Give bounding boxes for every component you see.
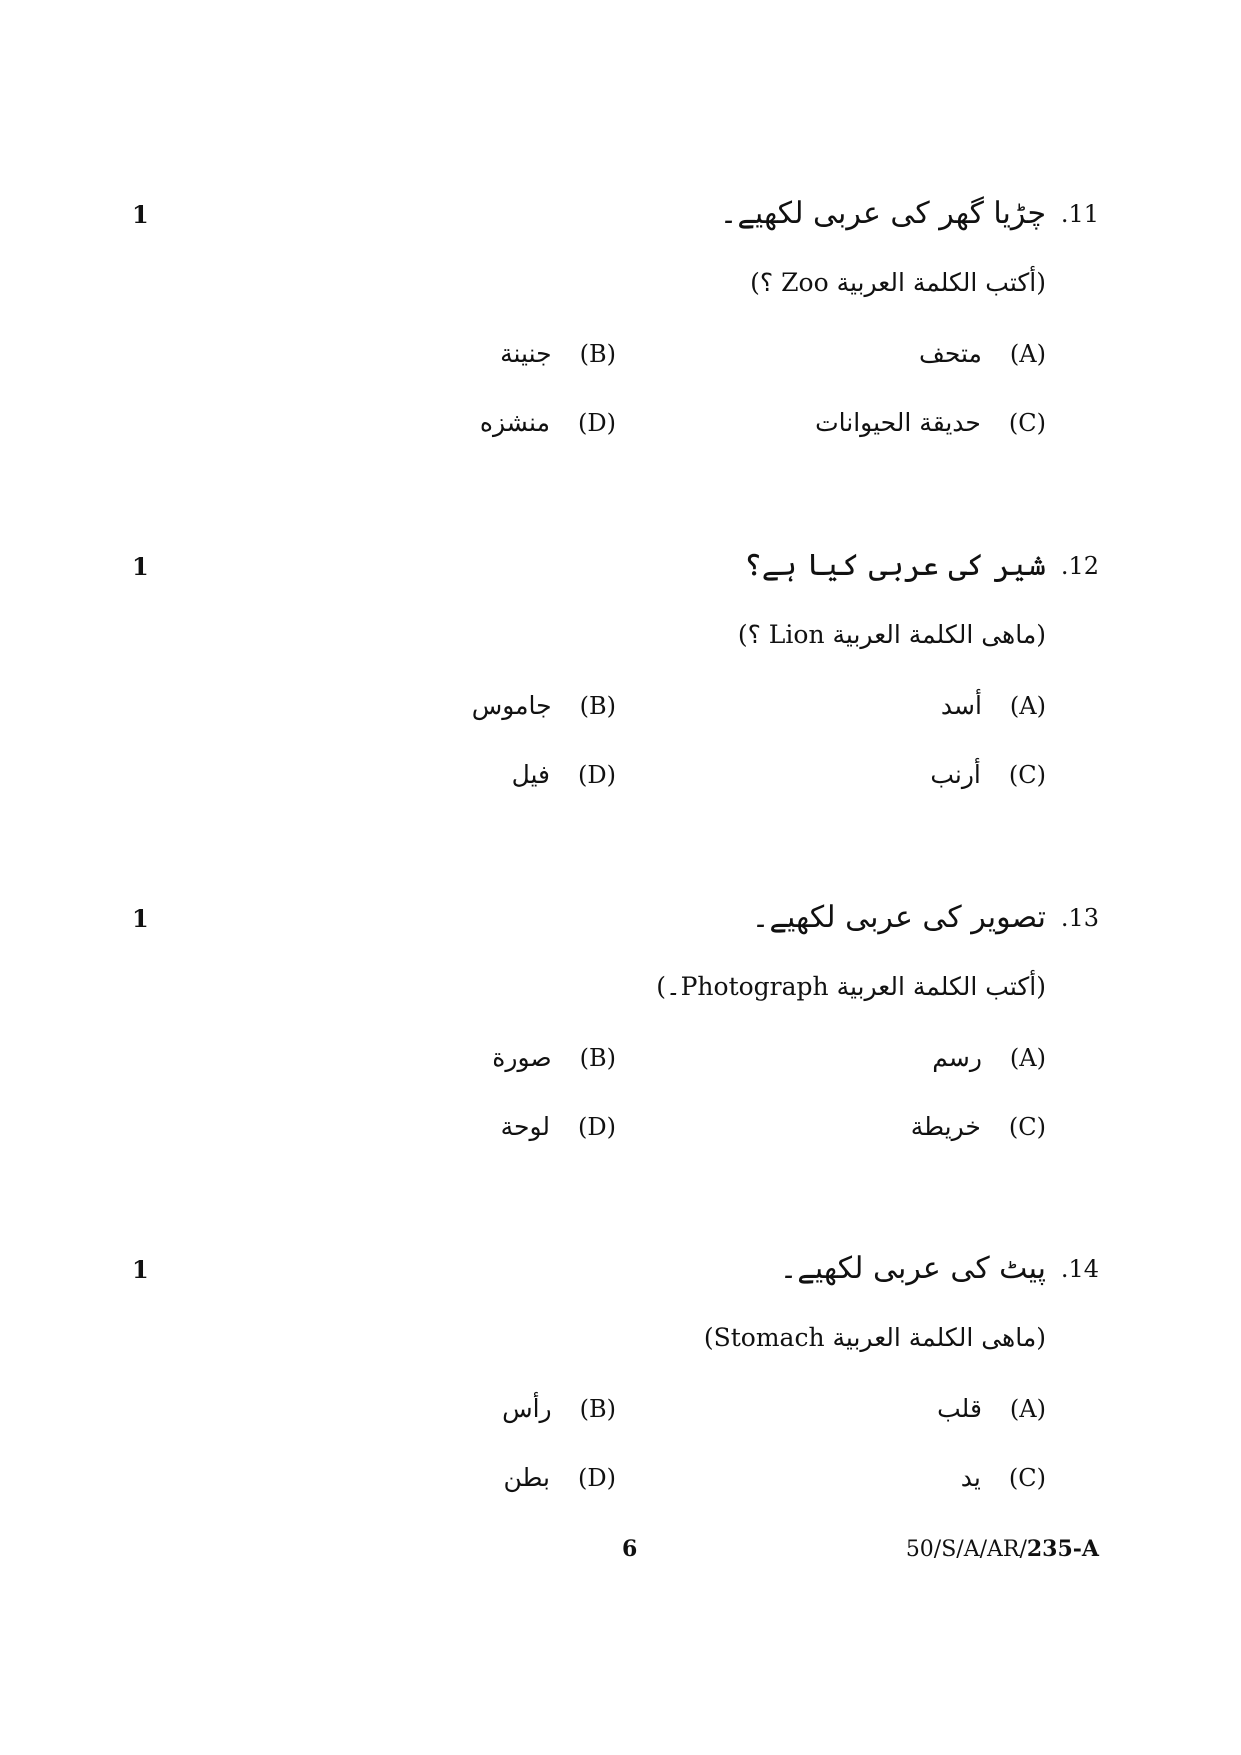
- option-label: (B): [579, 1044, 616, 1072]
- option-c: [961, 1463, 1046, 1492]
- option-label: (A): [1009, 1044, 1046, 1072]
- option-d: [501, 1112, 616, 1141]
- option-label: (A): [1009, 692, 1046, 720]
- option-label: (D): [578, 1113, 616, 1141]
- option-text: رسم: [932, 1043, 982, 1072]
- option-c: [911, 1112, 1046, 1141]
- question-arabic-text: (أكتب الكلمة العربية Photograph۔): [656, 972, 1046, 1001]
- option-text: متحف: [918, 339, 982, 368]
- question-arabic-text: (أكتب الكلمة العربية Zoo ؟): [750, 268, 1046, 297]
- option-d: [504, 1463, 617, 1492]
- question-number: .12: [1060, 552, 1099, 580]
- option-text: يد: [960, 1463, 981, 1492]
- option-label: (D): [578, 761, 616, 789]
- option-a: [932, 1043, 1046, 1072]
- paper-code-suffix: 235-A: [1026, 1536, 1099, 1562]
- question-number: .13: [1060, 904, 1099, 932]
- question-number: .11: [1060, 200, 1099, 228]
- question-urdu-text: تصویر کی عربی لکھیے۔: [751, 900, 1046, 935]
- option-text: حديقة الحيوانات: [815, 408, 981, 437]
- option-text: جاموس: [471, 691, 552, 720]
- question-urdu-text: چڑیا گھر کی عربی لکھیے۔: [719, 196, 1046, 231]
- question-marks: 1: [132, 904, 149, 933]
- option-d: [512, 760, 616, 789]
- option-d: [480, 408, 616, 437]
- option-text: صورة: [492, 1043, 552, 1072]
- question-marks: 1: [132, 1255, 149, 1284]
- question-arabic-text: (ماهى الكلمة العربية Lion ؟): [737, 620, 1046, 649]
- question-urdu-text: پیٹ کی عربی لکھیے۔: [779, 1251, 1046, 1286]
- option-label: (C): [1008, 1464, 1046, 1492]
- option-b: [502, 1394, 616, 1423]
- option-a: [937, 1394, 1046, 1423]
- option-b: [492, 1043, 616, 1072]
- option-text: أرنب: [930, 760, 981, 789]
- question-11: [0, 196, 1241, 530]
- question-marks: 1: [132, 552, 149, 581]
- question-marks: 1: [132, 200, 149, 229]
- option-text: بطن: [503, 1463, 550, 1492]
- question-arabic-text: (ماهى الكلمة العربية Stomach): [703, 1323, 1046, 1352]
- option-c: [815, 408, 1046, 437]
- option-label: (B): [579, 1395, 616, 1423]
- option-label: (C): [1008, 409, 1046, 437]
- option-label: (D): [578, 409, 616, 437]
- option-text: جنينة: [500, 339, 552, 368]
- option-text: قلب: [937, 1394, 982, 1423]
- option-text: منشزه: [479, 408, 550, 437]
- option-text: خريطة: [910, 1112, 981, 1141]
- option-label: (B): [579, 340, 616, 368]
- page-number: 6: [622, 1536, 638, 1562]
- question-urdu-text: شیر کی عربی کیا ہے؟: [744, 548, 1046, 583]
- option-a: [919, 339, 1046, 368]
- option-a: [941, 691, 1046, 720]
- paper-code-prefix: 50/S/A/AR/: [905, 1537, 1027, 1562]
- option-text: أسد: [940, 691, 982, 720]
- question-13: [0, 900, 1241, 1234]
- option-label: (C): [1008, 761, 1046, 789]
- question-12: [0, 548, 1241, 882]
- paper-code: [906, 1536, 1099, 1562]
- option-text: فيل: [511, 760, 550, 789]
- option-label: (B): [579, 692, 616, 720]
- option-b: [472, 691, 616, 720]
- option-c: [930, 760, 1046, 789]
- question-number: .14: [1060, 1255, 1099, 1283]
- option-label: (A): [1009, 1395, 1046, 1423]
- option-label: (D): [578, 1464, 616, 1492]
- option-text: لوحة: [500, 1112, 550, 1141]
- option-label: (C): [1008, 1113, 1046, 1141]
- option-label: (A): [1009, 340, 1046, 368]
- option-b: [500, 339, 616, 368]
- option-text: رأس: [502, 1394, 552, 1423]
